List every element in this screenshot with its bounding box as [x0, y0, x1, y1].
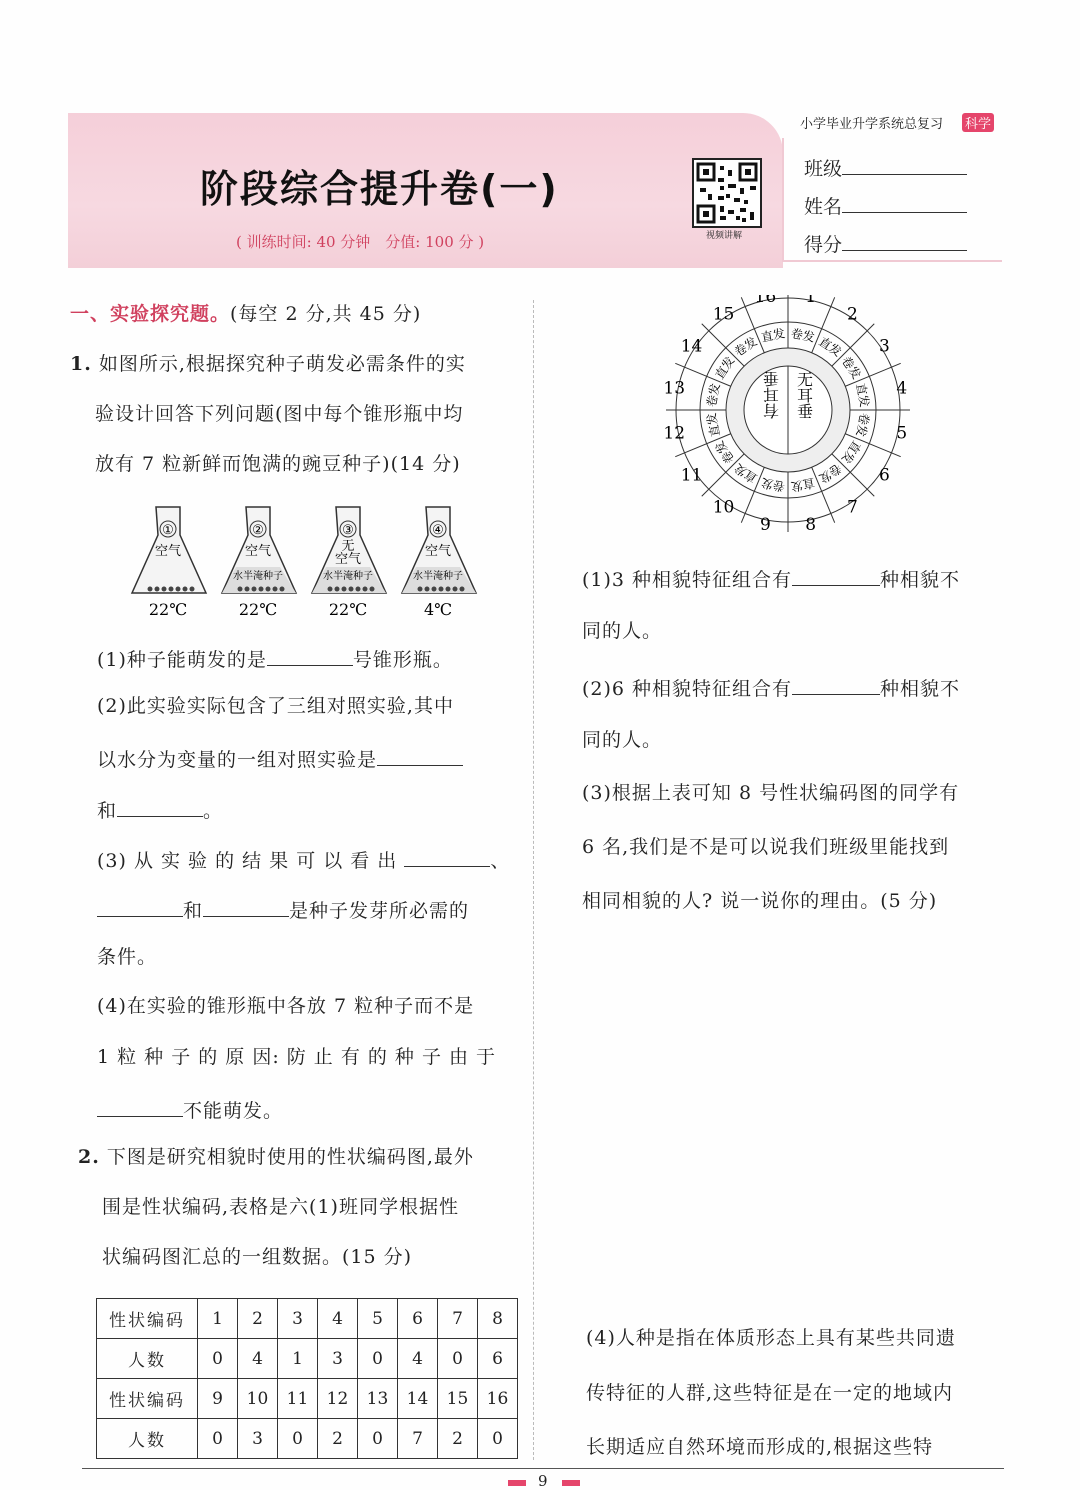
flask-diagram: [130, 505, 480, 629]
qr-code-icon[interactable]: [692, 158, 762, 228]
wheel-trait-label: 卷发: [816, 460, 845, 486]
wheel-code-number: 6: [879, 465, 890, 486]
q2-sub3-line1: (3)根据上表可知 8 号性状编码图的同学有: [582, 782, 960, 804]
svg-text:水半淹种子: 水半淹种子: [233, 571, 283, 582]
flask-1: [132, 507, 206, 619]
q1-sub2-line1: (2)此实验实际包含了三组对照实验,其中: [97, 695, 454, 717]
q1-sub2-line2: 以水分为变量的一组对照实验是: [97, 747, 463, 770]
wheel-trait-label: 卷发: [853, 411, 872, 438]
svg-text:无: 无: [341, 539, 355, 554]
q2-line-1: 2. 下图是研究相貌时使用的性状编码图,最外: [78, 1146, 474, 1168]
svg-text:水半淹种子: 水半淹种子: [413, 571, 463, 582]
wheel-code-number: 8: [805, 514, 817, 535]
svg-text:①: ①: [162, 523, 174, 538]
wheel-code-number: 4: [896, 378, 908, 399]
wheel-code-number: 7: [847, 497, 858, 518]
svg-text:22℃: 22℃: [148, 600, 188, 619]
table-row: 人数 0 4 1 3 0 4 0 6: [97, 1339, 518, 1379]
inner-label-left: 有耳垂: [762, 371, 782, 419]
answer-blank[interactable]: [792, 567, 880, 586]
svg-text:④: ④: [432, 523, 444, 538]
q2-sub4-line1: (4)人种是指在体质形态上具有某些共同遗: [586, 1327, 956, 1349]
trait-table: [96, 1298, 518, 1459]
wheel-trait-label: 卷发: [712, 438, 738, 467]
answer-blank[interactable]: [404, 848, 490, 867]
student-info-box: [782, 138, 1002, 262]
q2-sub4-line2: 传特征的人群,这些特征是在一定的地域内: [586, 1382, 954, 1404]
wheel-code-number: 9: [759, 514, 771, 535]
wheel-trait-label: 卷发: [704, 382, 723, 409]
subject-badge: 科学: [962, 113, 994, 132]
name-field[interactable]: 姓名: [804, 192, 967, 219]
wheel-code-number: 16: [754, 295, 777, 308]
wheel-trait-label: 直发: [760, 326, 787, 345]
wheel-trait-label: 直发: [853, 382, 872, 409]
answer-blank[interactable]: [377, 747, 463, 766]
q1-line-2: 验设计回答下列问题(图中每个锥形瓶中均: [95, 403, 464, 425]
wheel-trait-label: 卷发: [731, 334, 760, 360]
wheel-code-number: 12: [663, 423, 686, 444]
wheel-code-number: 10: [712, 497, 735, 518]
q2-line-3: 状编码图汇总的一组数据。(15 分): [102, 1246, 413, 1268]
q2-sub3-line3: 相同相貌的人? 说一说你的理由。(5 分): [582, 890, 938, 912]
class-field[interactable]: 班级: [804, 154, 967, 181]
answer-blank[interactable]: [792, 676, 880, 695]
answer-blank[interactable]: [267, 647, 353, 666]
q1-sub3-line2: 和 是种子发芽所必需的: [97, 898, 469, 921]
page-number: 9: [538, 1472, 548, 1490]
table-row: 性状编码 9 10 11 12 13 14 15 16: [97, 1379, 518, 1419]
svg-text:水半淹种子: 水半淹种子: [323, 571, 373, 582]
q1-line-3: 放有 7 粒新鲜而饱满的豌豆种子)(14 分): [95, 453, 461, 475]
page-marker-right: [562, 1480, 580, 1486]
wheel-code-number: 13: [663, 378, 686, 399]
q2-line-2: 围是性状编码,表格是六(1)班同学根据性: [102, 1196, 459, 1218]
wheel-code-number: 2: [847, 304, 858, 325]
table-row: 性状编码 1 2 3 4 5 6 7 8: [97, 1299, 518, 1339]
wheel-trait-label: 卷发: [838, 353, 864, 382]
wheel-code-number: 5: [896, 423, 908, 444]
q2-sub1-line2: 同的人。: [582, 620, 663, 642]
svg-text:22℃: 22℃: [238, 600, 278, 619]
inner-label-right: 无耳垂: [794, 371, 814, 419]
answer-blank[interactable]: [117, 798, 203, 817]
svg-text:空气: 空气: [154, 544, 182, 559]
wheel-trait-label: 直发: [731, 460, 760, 486]
q2-sub4-line3: 长期适应自然环境而形成的,根据这些特: [586, 1436, 934, 1458]
wheel-code-number: 3: [879, 336, 890, 357]
q1-sub3-line1: (3) 从 实 验 的 结 果 可 以 看 出 、: [97, 850, 511, 872]
svg-text:4℃: 4℃: [423, 600, 453, 619]
svg-text:空气: 空气: [424, 544, 452, 559]
wheel-code-number: 14: [680, 336, 703, 357]
flask-2: [222, 507, 296, 619]
wheel-trait-label: 直发: [712, 353, 738, 382]
svg-text:空气: 空气: [334, 552, 362, 567]
flask-4: [402, 507, 476, 619]
time-score-info: ( 训练时间: 40 分钟 分值: 100 分 ): [236, 233, 485, 251]
answer-blank[interactable]: [97, 898, 183, 917]
svg-text:③: ③: [342, 523, 354, 538]
page-marker-left: [508, 1480, 526, 1486]
footer-line: [82, 1468, 1004, 1469]
q1-sub4-line2: 1 粒 种 子 的 原 因: 防 止 有 的 种 子 由 于: [97, 1046, 497, 1068]
q2-sub2-line1: (2)6 种相貌特征组合有 种相貌不: [582, 678, 961, 700]
q1-sub2-line3: 和 。: [97, 800, 224, 822]
wheel-code-number: 15: [712, 304, 735, 325]
wheel-trait-label: 卷发: [760, 475, 787, 494]
wheel-code-number: 1: [805, 295, 817, 308]
svg-text:22℃: 22℃: [328, 600, 368, 619]
q1-sub3-line3: 条件。: [97, 946, 158, 968]
wheel-trait-label: 卷发: [789, 326, 816, 345]
flask-3: [312, 507, 386, 619]
q2-sub1-line1: (1)3 种相貌特征组合有 种相貌不: [582, 569, 961, 591]
q2-sub2-line2: 同的人。: [582, 729, 663, 751]
series-title: 小学毕业升学系统总复习: [800, 117, 944, 132]
trait-code-wheel: [660, 295, 920, 539]
score-field[interactable]: 得分: [804, 230, 967, 257]
page-title: 阶段综合提升卷(一): [200, 167, 559, 211]
wheel-trait-label: 直发: [816, 334, 845, 360]
q1-line-1: 1. 如图所示,根据探究种子萌发必需条件的实: [70, 353, 466, 375]
svg-text:②: ②: [252, 523, 264, 538]
answer-blank[interactable]: [97, 1098, 183, 1117]
q1-sub4-line1: (4)在实验的锥形瓶中各放 7 粒种子而不是: [97, 995, 475, 1017]
q1-sub4-line3: 不能萌发。: [97, 1098, 283, 1121]
answer-blank[interactable]: [203, 898, 289, 917]
table-row: 人数 0 3 0 2 0 7 2 0: [97, 1419, 518, 1459]
wheel-trait-label: 直发: [704, 411, 723, 438]
column-divider: [533, 300, 534, 1460]
section-heading: 一、实验探究题。(每空 2 分,共 45 分): [70, 303, 422, 325]
qr-label: 视频讲解: [706, 231, 743, 241]
svg-text:空气: 空气: [244, 544, 272, 559]
wheel-trait-label: 直发: [838, 438, 864, 467]
wheel-code-number: 11: [680, 465, 703, 486]
wheel-trait-label: 直发: [789, 475, 816, 494]
q1-sub1: (1)种子能萌发的是 号锥形瓶。: [97, 649, 453, 671]
q2-sub3-line2: 6 名,我们是不是可以说我们班级里能找到: [582, 836, 950, 858]
